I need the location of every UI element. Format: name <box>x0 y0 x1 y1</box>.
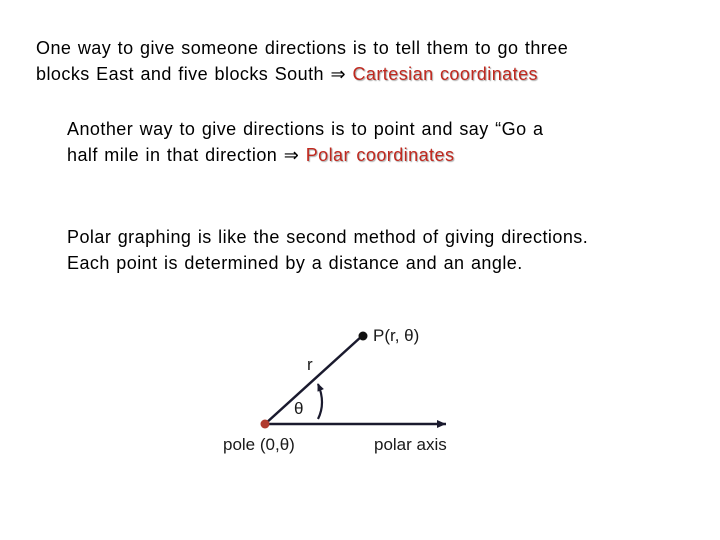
radius-label: r <box>307 355 313 374</box>
cartesian-paragraph-line1: One way to give someone directions is to tell them to go three <box>36 38 569 58</box>
pole-label: pole (0,θ) <box>223 435 295 454</box>
radius-ray <box>265 336 362 424</box>
point-p-dot <box>359 332 368 341</box>
theta-label: θ <box>294 399 304 418</box>
polar-graphing-line1: Polar graphing is like the second method of giving directions. <box>67 227 589 247</box>
angle-arc-arrow <box>318 384 322 419</box>
cartesian-coordinates-term: Cartesian coordinates <box>352 64 538 84</box>
point-p-label: P(r, θ) <box>373 326 420 345</box>
polar-graphing-line2: Each point is determined by a distance and an angle. <box>67 253 523 273</box>
polar-axis-label: polar axis <box>374 435 447 454</box>
pole-dot <box>261 420 270 429</box>
polar-coordinates-term: Polar coordinates <box>305 145 455 165</box>
polar-paragraph-line1: Another way to give directions is to point and say “Go a <box>67 119 544 139</box>
polar-paragraph-line2: half mile in that direction ⇒ <box>67 145 306 165</box>
cartesian-paragraph-line2: blocks East and five blocks South ⇒ <box>36 64 353 84</box>
